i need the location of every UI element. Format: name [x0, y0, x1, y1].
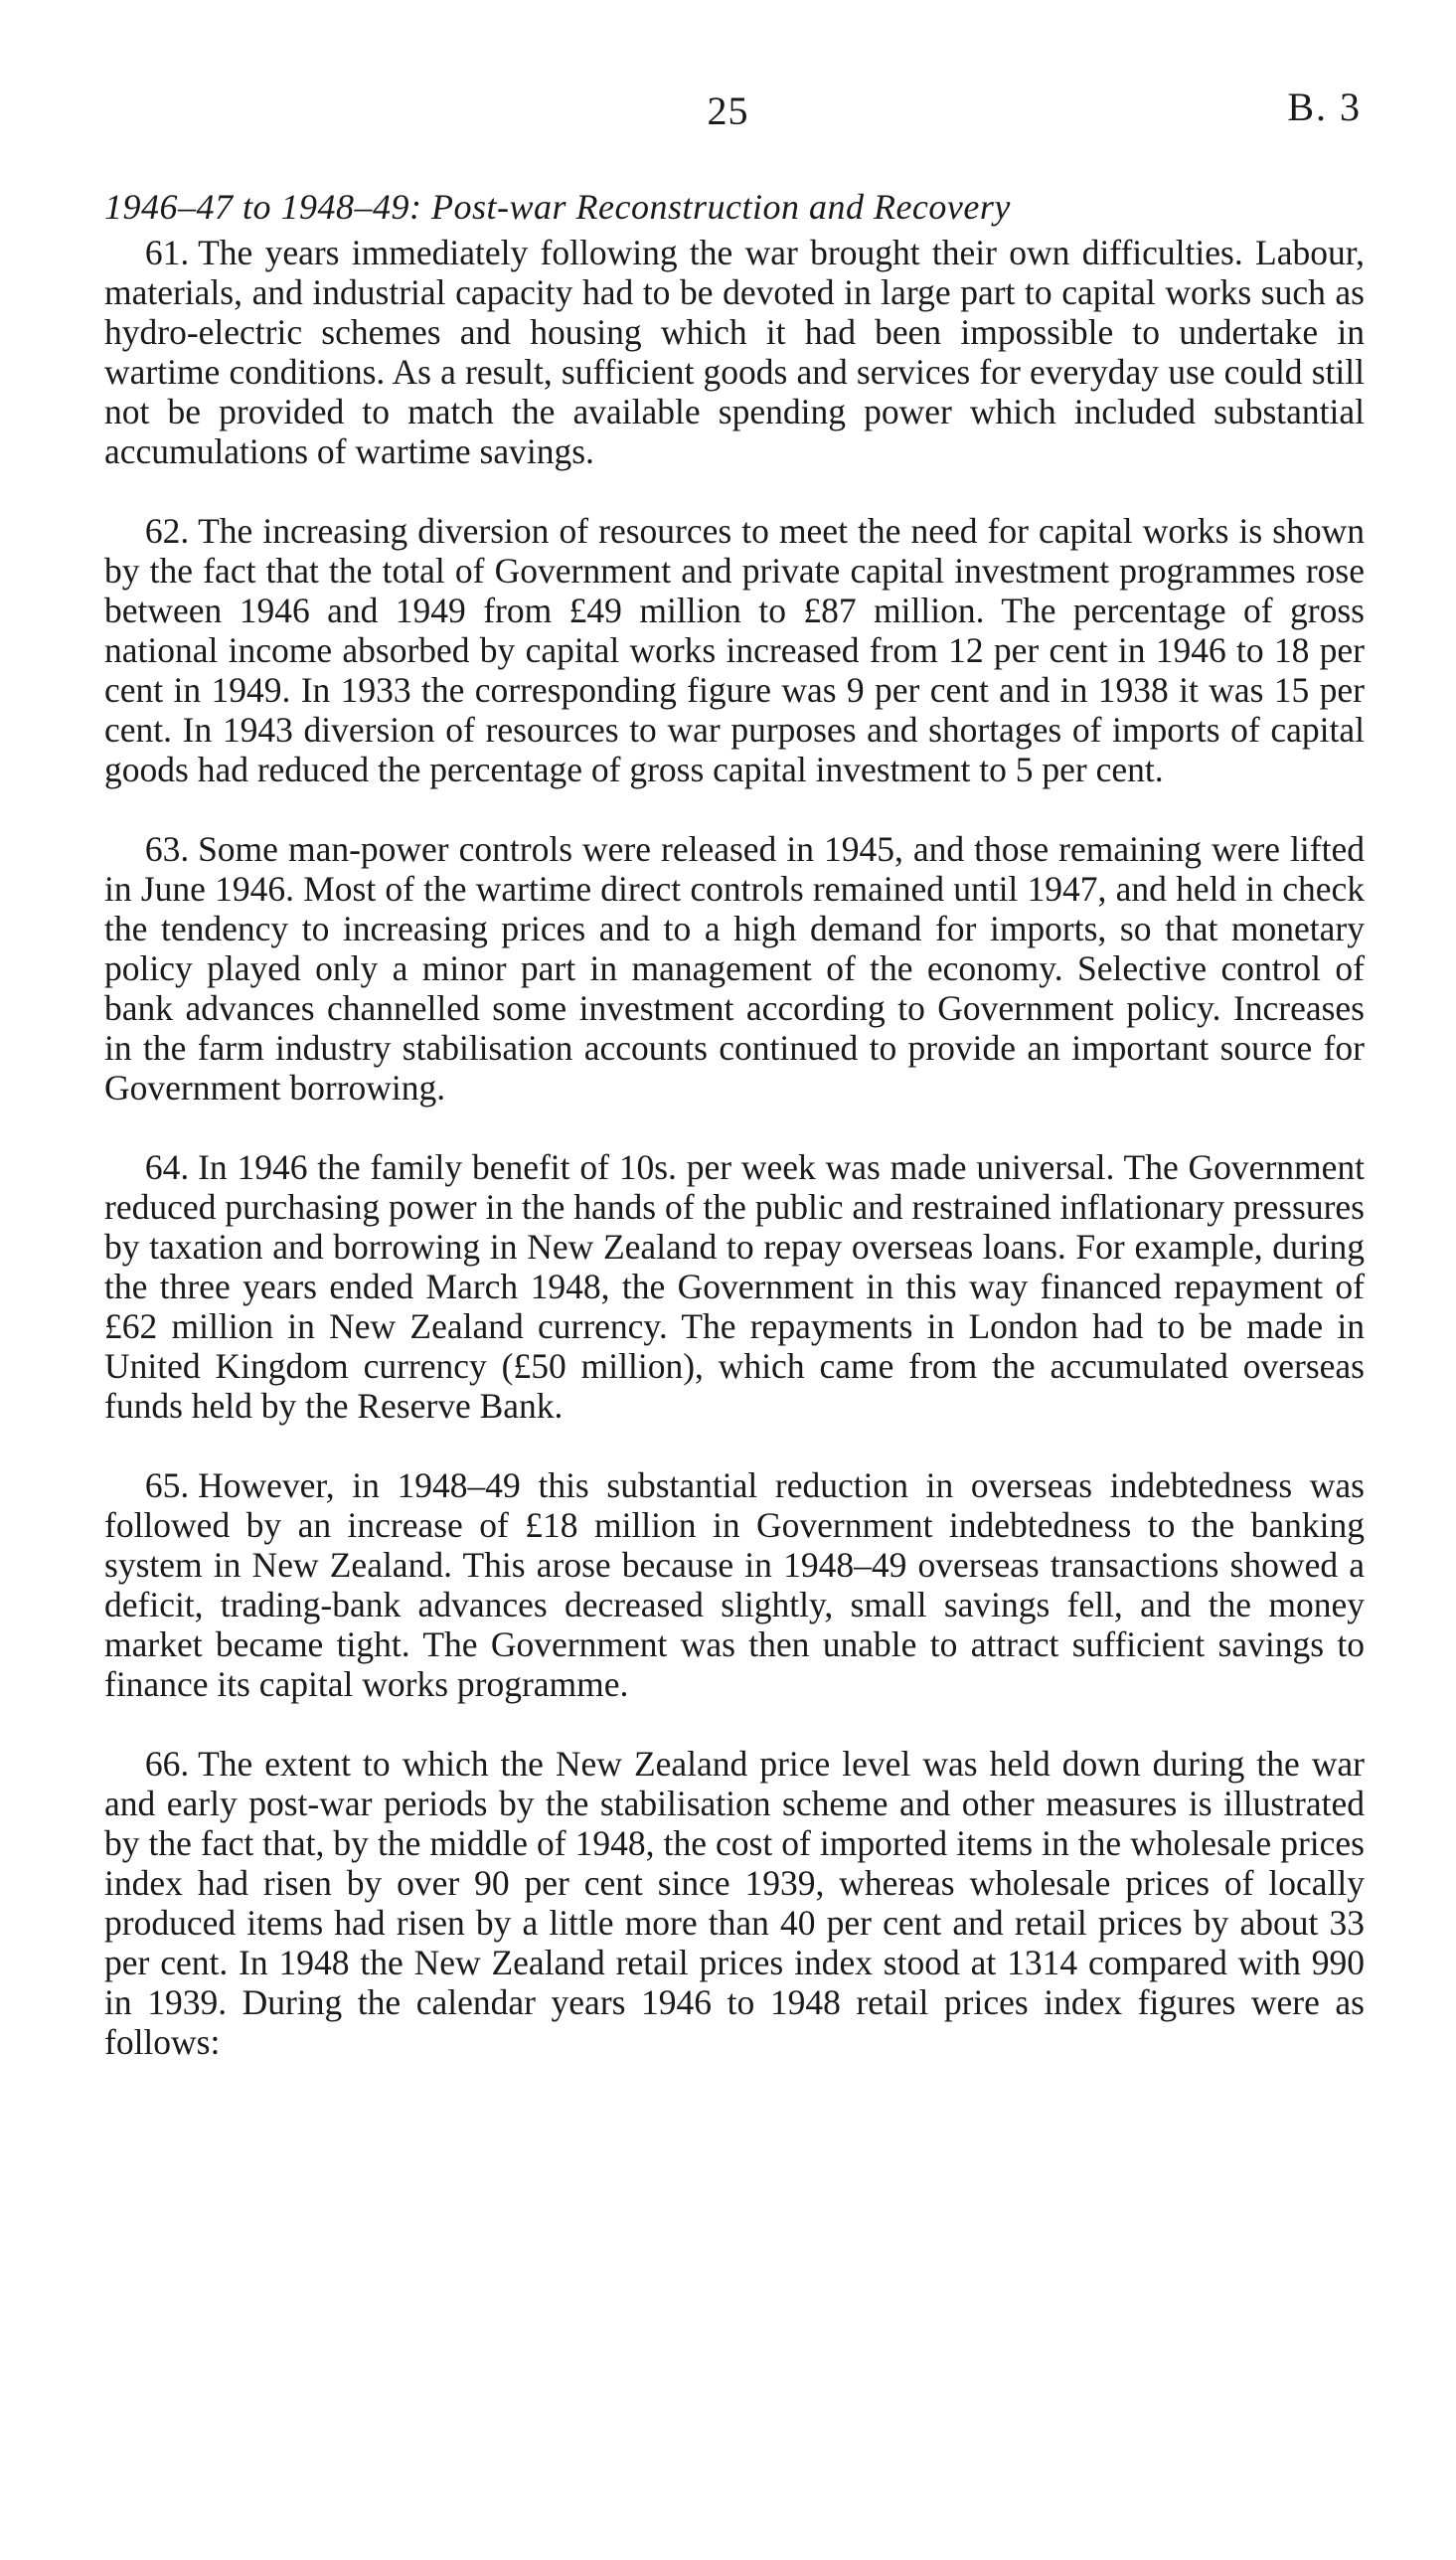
paragraph-66 — [104, 1744, 1365, 2062]
page-number: 25 — [707, 88, 749, 133]
paragraph-text: The years immediately following the war brought their own difficulties. Labour, materials, and industrial capacity had to be devoted in large part to capital works such as hydro-electric schemes and housing which it had been impossible to undertake in wartime conditions. As a result, sufficient goods and services for everyday use could still not be provided to match the available spending power which included substantial accumulations of wartime savings. — [104, 233, 1365, 471]
paragraph-61 — [104, 233, 1365, 471]
page-content — [104, 187, 1365, 2062]
paragraph-number: 63. — [144, 829, 190, 869]
section-heading: 1946–47 to 1948–49: Post-war Reconstruction and Recovery — [104, 187, 1011, 227]
document-reference: B. 3 — [1287, 85, 1362, 129]
paragraph-text: The extent to which the New Zealand price level was held down during the war and early post-war periods by the stabilisation scheme and other measures is illustrated by the fact that, by the middle of 1948, the cost of imported items in the wholesale prices index had risen by over 90 per cent since 1939, whereas wholesale prices of locally produced items had risen by a little more than 40 per cent and retail prices by about 33 per cent. In 1948 the New Zealand retail prices index stood at 1314 compared with 990 in 1939. During the calendar years 1946 to 1948 retail prices index figures were as follows: — [104, 1744, 1365, 2062]
paragraph-64 — [104, 1147, 1365, 1426]
paragraph-number: 66. — [144, 1744, 190, 1784]
paragraph-63 — [104, 829, 1365, 1108]
paragraph-text: The increasing diversion of resources to meet the need for capital works is shown by the fact that the total of Government and private capital investment programmes rose between 1946 and 1949 from £49 million to £87 million. The percentage of gross national income absorbed by capital works increased from 12 per cent in 1946 to 18 per cent in 1949. In 1933 the corresponding figure was 9 per cent and in 1938 it was 15 per cent. In 1943 diversion of resources to war purposes and shortages of imports of capital goods had reduced the percentage of gross capital investment to 5 per cent. — [104, 511, 1365, 789]
paragraph-number: 62. — [144, 511, 190, 551]
paragraph-text: Some man-power controls were released in 1945, and those remaining were lifted in June 1946. Most of the wartime direct controls remained until 1947, and held in check the tendency to increasing prices and to a high demand for imports, so that monetary policy played only a minor part in management of the economy. Selective control of bank advances channelled some investment according to Government policy. Increases in the farm industry stabilisation accounts continued to provide an important source for Government borrowing. — [104, 829, 1365, 1108]
paragraph-number: 65. — [144, 1465, 190, 1505]
paragraph-text: In 1946 the family benefit of 10s. per week was made universal. The Government reduced purchasing power in the hands of the public and restrained inflationary pressures by taxation and borrowing in New Zealand to repay overseas loans. For example, during the three years ended March 1948, the Government in this way financed repayment of £62 million in New Zealand currency. The repayments in London had to be made in United Kingdom currency (£50 million), which came from the accumulated overseas funds held by the Reserve Bank. — [104, 1147, 1365, 1426]
paragraph-62 — [104, 511, 1365, 789]
paragraph-text: However, in 1948–49 this substantial reduction in overseas indebtedness was followed by an increase of £18 million in Government indebtedness to the banking system in New Zealand. This arose because in 1948–49 overseas transactions showed a deficit, trading-bank advances decreased slightly, small savings fell, and the money market became tight. The Government was then unable to attract sufficient savings to finance its capital works programme. — [104, 1465, 1365, 1704]
paragraph-number: 64. — [144, 1147, 190, 1187]
paragraph-number: 61. — [144, 233, 190, 272]
paragraph-65 — [104, 1465, 1365, 1704]
